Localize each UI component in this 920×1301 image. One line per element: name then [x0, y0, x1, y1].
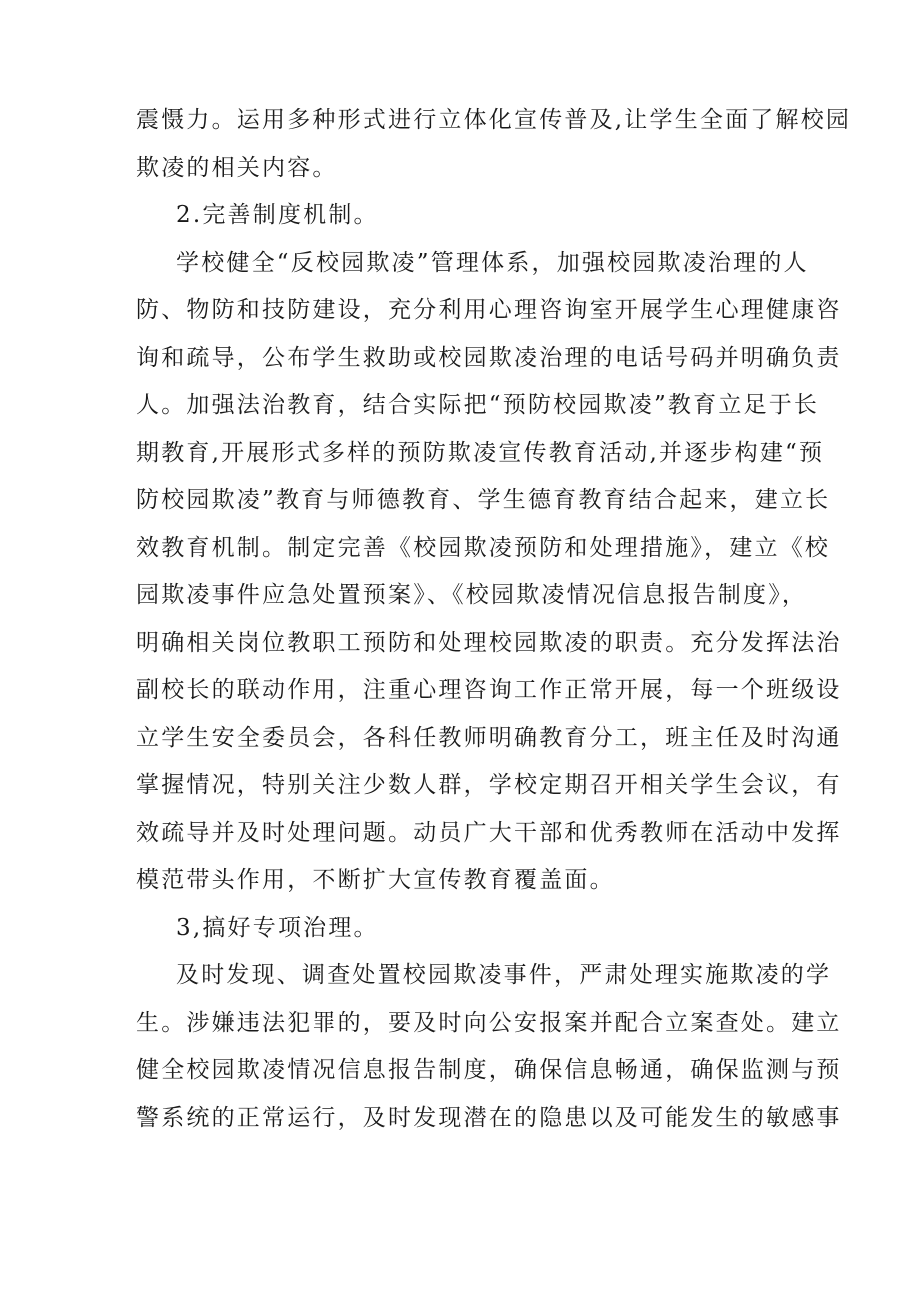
text-line: 副校长的联动作用，注重心理咨询工作正常开展，每一个班级设 — [136, 677, 842, 703]
text-line: 及时发现、调查处置校园欺凌事件，严肃处理实施欺凌的学 — [176, 962, 832, 988]
text-line: 学校健全“反校园欺凌”管理体系，加强校园欺凌治理的人 — [176, 249, 809, 276]
text-line: 立学生安全委员会，各科任教师明确教育分工，班主任及时沟通 — [136, 724, 842, 751]
text-line: 掌握情况，特别关注少数人群，学校定期召开相关学生会议，有 — [136, 772, 842, 798]
text-line: 询和疏导，公布学生救助或校园欺凌治理的电话号码并明确负责 — [136, 344, 842, 371]
text-line: 生。涉嫌违法犯罪的，要及时向公安报案并配合立案查处。建立 — [136, 1009, 842, 1036]
text-line: 防校园欺凌”教育与师德教育、学生德育教育结合起来，建立长 — [136, 487, 831, 513]
text-line: 健全校园欺凌情况信息报告制度，确保信息畅通，确保监测与预 — [136, 1057, 842, 1083]
text-line: 模范带头作用，不断扩大宣传教育覆盖面。 — [136, 867, 615, 893]
text-line: 欺凌的相关内容。 — [136, 154, 338, 181]
text-line: 效教育机制。制定完善《校园欺凌预防和处理措施》，建立《校 — [136, 534, 831, 561]
text-line: 园欺凌事件应急处置预案》、《校园欺凌情况信息报告制度》， — [136, 582, 808, 608]
text-line: 警系统的正常运行，及时发现潜在的隐患以及可能发生的敏感事 — [136, 1104, 842, 1131]
text-line: 防、物防和技防建设，充分利用心理咨询室开展学生心理健康咨 — [136, 297, 842, 323]
text-line: 效疏导并及时处理问题。动员广大干部和优秀教师在活动中发挥 — [136, 819, 842, 846]
text-line: 人。加强法治教育，结合实际把“预防校园欺凌”教育立足于长 — [136, 392, 820, 418]
section-heading: 2.完善制度机制。 — [176, 202, 379, 228]
text-line: 明确相关岗位教职工预防和处理校园欺凌的职责。充分发挥法治 — [136, 629, 842, 656]
section-heading: 3,搞好专项治理。 — [176, 914, 379, 941]
text-line: 期教育,开展形式多样的预防欺凌宣传教育活动,并逐步构建“预 — [136, 439, 825, 466]
text-line: 震慑力。运用多种形式进行立体化宣传普及,让学生全面了解校园 — [136, 107, 852, 133]
body-text — [136, 97, 852, 1142]
